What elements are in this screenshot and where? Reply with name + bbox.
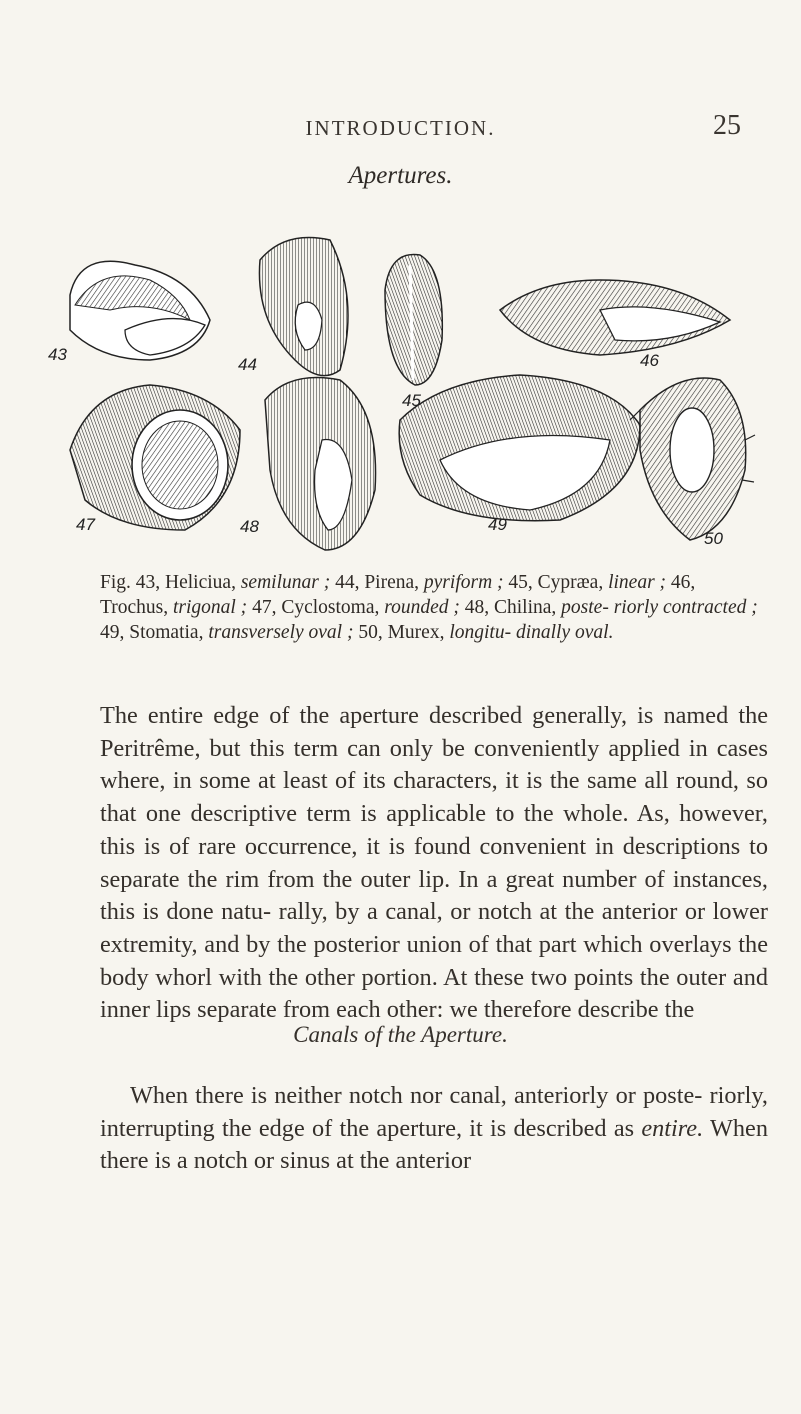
shell-48: [240, 378, 376, 551]
caption-term: linear ;: [608, 572, 667, 593]
caption-term: transversely oval ;: [208, 622, 354, 643]
shell-49: [399, 375, 640, 534]
fig-label-43: 43: [48, 345, 67, 364]
shell-44: [238, 238, 348, 376]
paragraph-text: When there is neither notch nor canal, anteriorly or poste- riorly, interrupting the edge of the aperture, it is described as: [100, 1082, 768, 1142]
caption-part: 44, Pirena,: [330, 572, 424, 593]
shell-45: [385, 254, 442, 410]
fig-label-47: 47: [76, 515, 95, 534]
caption-term: pyriform ;: [423, 572, 504, 593]
caption-part: 45, Cypræa,: [503, 572, 609, 593]
running-head: [0, 110, 801, 150]
page-number: 25: [713, 110, 741, 141]
figure-heading: Apertures.: [348, 162, 453, 189]
body-paragraph-2: [100, 1080, 768, 1178]
caption-term: semilunar ;: [240, 572, 331, 593]
fig-label-49: 49: [488, 515, 507, 534]
fig-label-46: 46: [640, 351, 659, 370]
caption-part: 48, Chilina,: [459, 597, 562, 618]
paragraph-text: When there is a notch or sinus at the anterior: [100, 1114, 768, 1175]
caption-part: 50, Murex,: [353, 622, 450, 643]
caption-part: 47, Cyclostoma,: [247, 597, 385, 618]
fig-label-45: 45: [402, 391, 421, 410]
paragraph-emphasis: entire.: [641, 1114, 704, 1142]
shell-apertures-illustration: [40, 210, 760, 565]
caption-part: 49, Stomatia,: [100, 622, 209, 643]
body-paragraph-1: The entire edge of the aperture described generally, is named the Peritrême, but this term can only be conveniently applied in cases where, in some at least of its characters, it is the same all round, so that one descriptive term is applicable to the whole. As, however, this is of rare occurrence, it is found convenient in descriptions to separate the rim from the outer lip. In a great number of instances, this is done natu- rally, by a canal, or notch at the anterior or lower extremity, and by the posterior union of that part which overlays the body whorl with the other portion. At these two points the outer and inner lips separate from each other: we therefore describe the: [100, 702, 768, 1024]
caption-term: trigonal ;: [172, 597, 248, 618]
section-heading: Canals of the Aperture.: [293, 1022, 508, 1047]
caption-term: longitu- dinally oval.: [449, 622, 614, 643]
fig-label-44: 44: [238, 355, 257, 374]
caption-term: rounded ;: [384, 597, 460, 618]
shell-47: [70, 385, 240, 534]
fig-label-48: 48: [240, 517, 259, 536]
shell-46: [500, 280, 730, 370]
shell-43: [48, 261, 210, 364]
caption-term: poste- riorly contracted ;: [561, 597, 758, 618]
running-title: INTRODUCTION.: [305, 116, 496, 140]
fig-label-50: 50: [704, 529, 723, 548]
caption-part: Fig. 43, Heliciua,: [100, 572, 241, 593]
shell-50: [630, 378, 755, 548]
caption-part: 46, Trochus,: [100, 572, 696, 618]
figure-caption: [100, 570, 760, 645]
